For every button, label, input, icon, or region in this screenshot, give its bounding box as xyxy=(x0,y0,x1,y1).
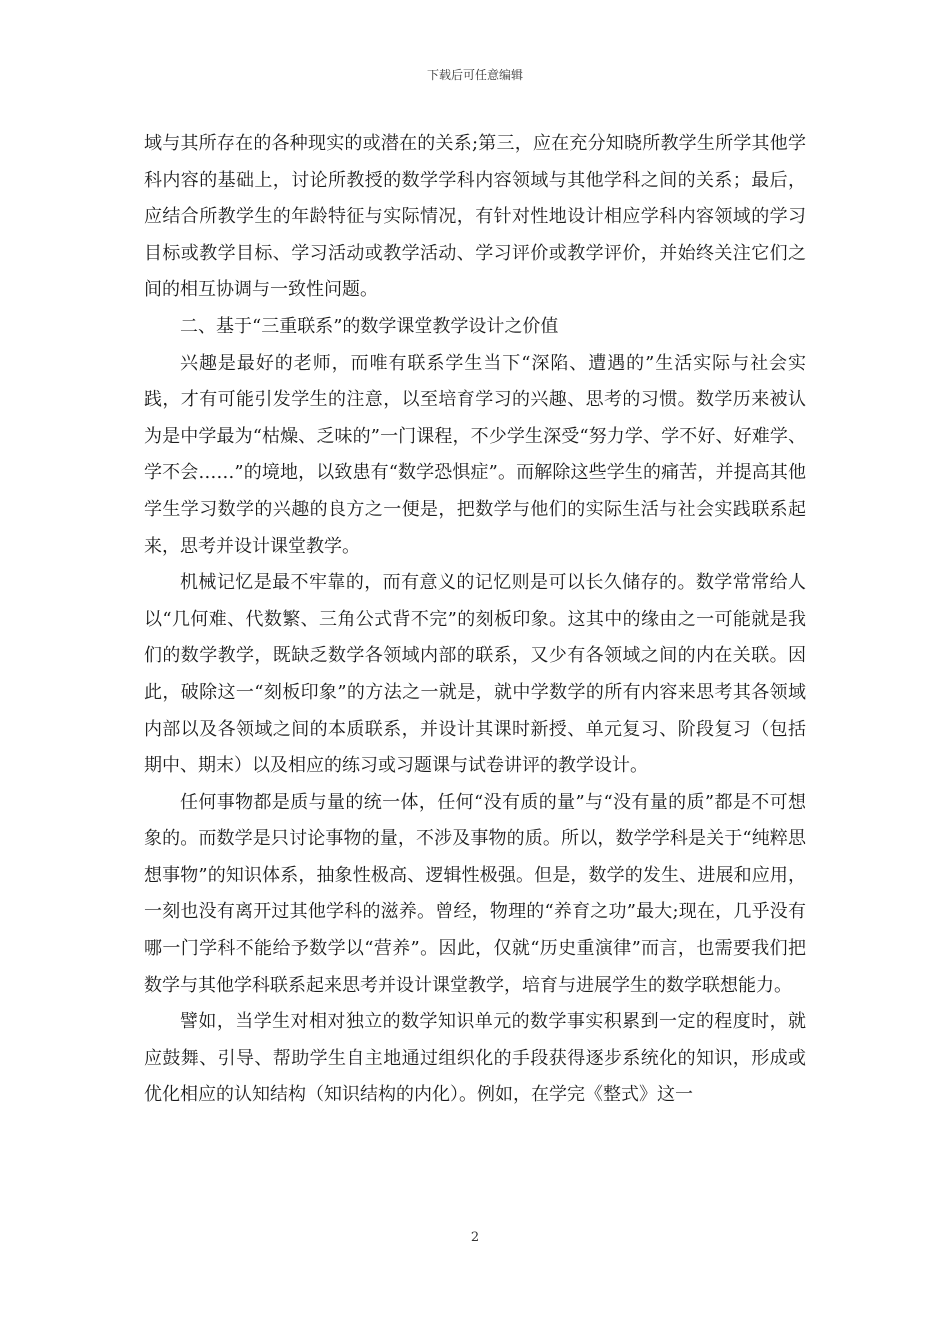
paragraph: 任何事物都是质与量的统一体，任何“没有质的量”与“没有量的质”都是不可想象的。而数学是只讨论事物的量，不涉及事物的质。所以，数学学科是关于“纯粹思想事物”的知识体系，抽象性极高、逻辑性极强。但是，数学的发生、进展和应用，一刻也没有离开过其他学科的滋养。曾经，物理的“养育之功”最大;现在，几乎没有哪一门学科不能给予数学以“营养”。因此，仅就“历史重演律”而言，也需要我们把数学与其他学科联系起来思考并设计课堂教学，培育与进展学生的数学联想能力。 xyxy=(144,791,806,996)
paragraph: 机械记忆是最不牢靠的，而有意义的记忆则是可以长久储存的。数学常常给人以“几何难、代数繁、三角公式背不完”的刻板印象。这其中的缘由之一可能就是我们的数学教学，既缺乏数学各领域内部的联系，又少有各领域之间的内在关联。因此，破除这一“刻板印象”的方法之一就是，就中学数学的所有内容来思考其各领域内部以及各领域之间的本质联系，并设计其课时新授、单元复习、阶段复习（包括期中、期末）以及相应的练习或习题课与试卷讲评的教学设计。 xyxy=(144,572,806,777)
paragraph: 譬如，当学生对相对独立的数学知识单元的数学事实积累到一定的程度时，就应鼓舞、引导、帮助学生自主地通过组织化的手段获得逐步系统化的知识，形成或优化相应的认知结构（知识结构的内化）。例如，在学完《整式》这一 xyxy=(144,1011,806,1106)
document-body xyxy=(144,126,806,1114)
paragraph-continued: 域与其所存在的各种现实的或潜在的关系;第三，应在充分知晓所教学生所学其他学科内容的基础上，讨论所教授的数学学科内容领域与其他学科之间的关系；最后，应结合所教学生的年龄特征与实际情况，有针对性地设计相应学科内容领域的学习目标或教学目标、学习活动或教学活动、学习评价或教学评价，并始终关注它们之间的相互协调与一致性问题。 xyxy=(144,133,806,301)
paragraph: 兴趣是最好的老师，而唯有联系学生当下“深陷、遭遇的”生活实际与社会实践，才有可能引发学生的注意，以至培育学习的兴趣、思考的习惯。数学历来被认为是中学最为“枯燥、乏味的”一门课程，不少学生深受“努力学、学不好、好难学、学不会……”的境地，以致患有“数学恐惧症”。而解除这些学生的痛苦，并提高其他学生学习数学的兴趣的良方之一便是，把数学与他们的实际生活与社会实践联系起来，思考并设计课堂教学。 xyxy=(144,352,806,557)
page-number: 2 xyxy=(470,1230,480,1245)
page-header: 下载后可任意编辑 xyxy=(426,68,523,82)
section-heading: 二、基于“三重联系”的数学课堂教学设计之价值 xyxy=(180,315,559,337)
